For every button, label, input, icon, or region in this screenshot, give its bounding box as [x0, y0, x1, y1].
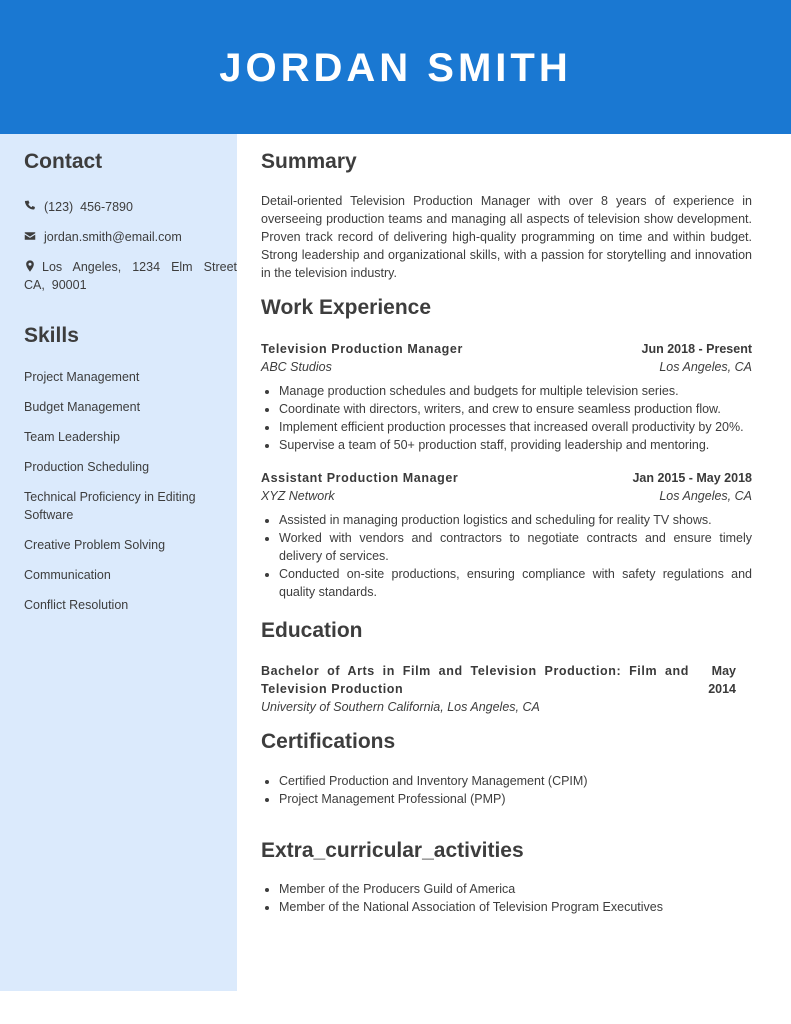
job-company: ABC Studios: [261, 360, 332, 374]
education-heading: Education: [261, 619, 363, 642]
activity-item: • Member of the Producers Guild of America: [279, 880, 752, 898]
contact-heading: Contact: [24, 150, 103, 173]
envelope-icon: [24, 230, 36, 242]
candidate-name: JORDAN SMITH: [219, 45, 572, 90]
activities-list: [261, 880, 752, 916]
experience-heading: Work Experience: [261, 296, 432, 319]
skill-item: Budget Management: [24, 400, 141, 414]
skill-item: Creative Problem Solving: [24, 538, 166, 552]
skill-item: Production Scheduling: [24, 460, 150, 474]
education-degree: Bachelor of Arts in Film and Television Production: Film and Television Production: [261, 664, 689, 696]
certifications-heading: Certifications: [261, 730, 396, 753]
skill-item: Team Leadership: [24, 430, 120, 444]
job-bullet: • Assisted in managing production logistics and scheduling for reality TV shows.: [279, 511, 752, 529]
header-banner: [0, 0, 791, 134]
job-location: Los Angeles, CA: [659, 489, 752, 503]
skill-item: Communication: [24, 568, 111, 582]
education-date: May 2014: [708, 664, 736, 696]
summary-heading: Summary: [261, 150, 357, 173]
contact-phone: [24, 198, 237, 216]
contact-email: [24, 228, 237, 246]
job-bullets: [261, 511, 752, 601]
skill-item: Project Management: [24, 370, 140, 384]
skill-item: Conflict Resolution: [24, 598, 129, 612]
phone-text: (123) 456-7890: [44, 200, 133, 214]
job-dates: Jan 2015 - May 2018: [632, 471, 752, 485]
contact-address: [24, 258, 241, 294]
job-bullet: • Manage production schedules and budgets for multiple television series.: [279, 382, 752, 400]
skills-heading: Skills: [24, 324, 79, 347]
job-bullet: • Coordinate with directors, writers, and crew to ensure seamless production flow.: [279, 400, 752, 418]
job-title: Television Production Manager: [261, 342, 463, 356]
skill-item: Technical Proficiency in Editing Software: [24, 490, 196, 522]
job-bullets: [261, 382, 752, 454]
job-bullet: • Supervise a team of 50+ production staff, providing leadership and mentoring.: [279, 436, 752, 454]
job-location: Los Angeles, CA: [659, 360, 752, 374]
job-bullet: • Conducted on-site productions, ensuring compliance with safety regulations and quality standards.: [279, 565, 752, 601]
education-school: University of Southern California, Los Angeles, CA: [261, 700, 540, 714]
job-title: Assistant Production Manager: [261, 471, 459, 485]
job-header: [261, 340, 752, 358]
map-pin-icon: [24, 260, 36, 272]
job-bullet: • Implement efficient production processes that increased overall productivity by 20%.: [279, 418, 752, 436]
certification-item: • Certified Production and Inventory Management (CPIM): [279, 772, 752, 790]
activities-heading: Extra_curricular_activities: [261, 839, 524, 862]
job-dates: Jun 2018 - Present: [641, 342, 752, 356]
address-text: Los Angeles, 1234 Elm Street CA, 90001: [24, 260, 241, 292]
job-subheader: [261, 358, 752, 376]
summary-text: Detail-oriented Television Production Manager with over 8 years of experience in overseeing production teams and managing all aspects of television show development. Proven track record of delivering high-quality programming on time and within budget. Strong leadership and organizational skills, with a passion for storytelling and innovation in the television industry.: [261, 194, 752, 280]
activity-item: • Member of the National Association of Television Program Executives: [279, 898, 752, 916]
phone-icon: [24, 200, 36, 212]
certification-item: • Project Management Professional (PMP): [279, 790, 752, 808]
job-bullet: • Worked with vendors and contractors to negotiate contracts and ensure timely delivery of services.: [279, 529, 752, 565]
email-text: jordan.smith@email.com: [44, 230, 182, 244]
job-subheader: [261, 487, 752, 505]
job-header: [261, 469, 752, 487]
certifications-list: [261, 772, 752, 808]
job-company: XYZ Network: [261, 489, 335, 503]
